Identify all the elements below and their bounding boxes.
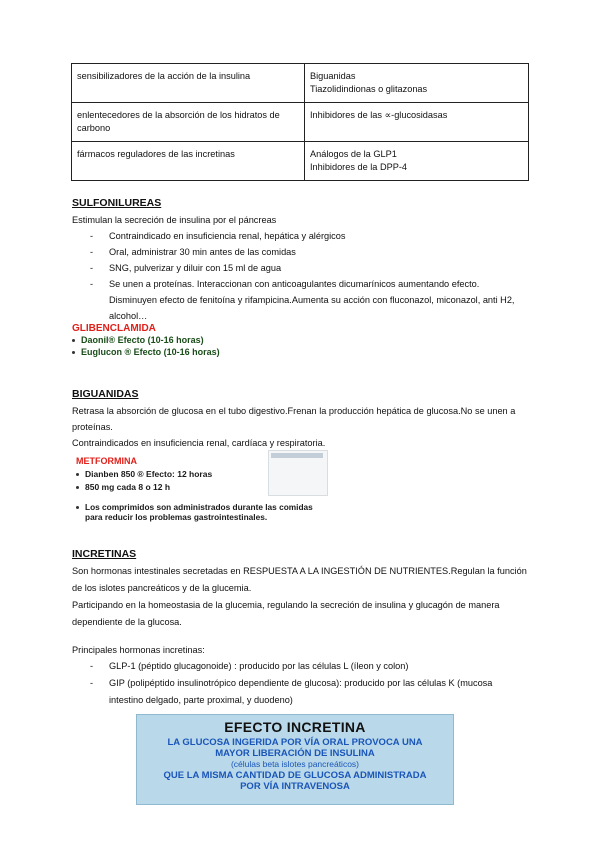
box-line: POR VÍA INTRAVENOSA: [240, 781, 350, 792]
drug-item: Dianben 850 ® Efecto: 12 horas: [76, 469, 336, 479]
incretinas-heading: INCRETINAS: [72, 548, 137, 560]
drug-classification-table: [71, 63, 529, 181]
bullet-dot-icon: [76, 506, 79, 509]
bullet-dash: -: [90, 231, 94, 241]
medicine-package-image: [268, 450, 328, 496]
biguanidas-contraindications: Contraindicados en insuficiencia renal, cardíaca y respiratoria.: [72, 438, 326, 448]
sulfonilureas-intro: Estimulan la secreción de insulina por el páncreas: [72, 215, 277, 225]
box-line: QUE LA MISMA CANTIDAD DE GLUCOSA ADMINISTRADA: [163, 770, 427, 781]
glibenclamida-image: [72, 323, 232, 363]
incretinas-hormones-title: Principales hormonas incretinas:: [72, 645, 205, 655]
cell-line: Biguanidas: [310, 71, 356, 81]
table-row: [72, 103, 529, 142]
table-row: [72, 142, 529, 181]
box-title: EFECTO INCRETINA: [224, 719, 366, 735]
bullet-dot-icon: [76, 486, 79, 489]
bullet-dot-icon: [72, 351, 75, 354]
table-cell: [305, 64, 529, 103]
cell-line: Análogos de la GLP1: [310, 149, 397, 159]
package-stripe: [271, 453, 323, 458]
list-item: GIP (polipéptido insulinotrópico dependiente de glucosa): producido por las células K (mucosa intestino delgado, parte proximal, y duodeno): [109, 678, 493, 705]
bullet-dot-icon: [76, 473, 79, 476]
box-line: LA GLUCOSA INGERIDA POR VÍA ORAL PROVOCA UNA: [167, 737, 423, 748]
cell-line: Inhibidores de la DPP-4: [310, 162, 408, 172]
bullet-dot-icon: [72, 339, 75, 342]
bullet-dash: -: [90, 279, 94, 289]
bullet-dash: -: [90, 247, 94, 257]
list-item: SNG, pulverizar y diluir con 15 ml de agua: [109, 263, 282, 273]
bullet-dash: -: [90, 661, 94, 671]
list-item: Contraindicado en insuficiencia renal, hepática y alérgicos: [109, 231, 346, 241]
drug-item: 850 mg cada 8 o 12 h: [76, 482, 336, 492]
biguanidas-heading: BIGUANIDAS: [72, 388, 139, 400]
drug-title: METFORMINA: [76, 456, 137, 466]
cell-line: Tiazolidindionas o glitazonas: [310, 84, 428, 94]
sulfonilureas-heading: SULFONILUREAS: [72, 197, 162, 209]
list-item: Se unen a proteínas. Interaccionan con anticoagulantes dicumarínicos aumentando efecto. Disminuyen efecto de fenitoína y rifampicina.Aumenta su acción con fluconazol, miconazol, anti H2, alcohol…: [109, 279, 515, 321]
cell-line: Inhibidores de las ∝-glucosidasas: [310, 110, 448, 120]
box-line: (células beta islotes pancreáticos): [230, 759, 360, 769]
table-cell: enlentecedores de la absorción de los hidratos de carbono: [72, 103, 305, 142]
bullet-dash: -: [90, 678, 94, 688]
drug-item: Euglucon ® Efecto (10-16 horas): [72, 347, 232, 357]
list-item: GLP-1 (péptido glucagonoide) : producido por las células L (íleon y colon): [109, 661, 409, 671]
table-cell: sensibilizadores de la acción de la insulina: [72, 64, 305, 103]
efecto-incretina-box: [136, 714, 454, 805]
box-line: MAYOR LIBERACIÓN DE INSULINA: [215, 748, 375, 759]
bullet-dash: -: [90, 263, 94, 273]
table-row: [72, 64, 529, 103]
table-cell: [305, 142, 529, 181]
table-cell: [305, 103, 529, 142]
drug-title: GLIBENCLAMIDA: [72, 323, 156, 334]
incretinas-homeostasis: Participando en la homeostasia de la glucemia, regulando la secreción de insulina y glucagón de manera dependiente de la glucosa.: [72, 600, 500, 627]
list-item: Oral, administrar 30 min antes de las comidas: [109, 247, 296, 257]
incretinas-text: Son hormonas intestinales secretadas en RESPUESTA A LA INGESTIÓN DE NUTRIENTES.Regulan la función de los islotes pancreáticos y de la glucemia.: [72, 566, 527, 593]
drug-item: Daonil® Efecto (10-16 horas): [72, 335, 232, 345]
table-cell: fármacos reguladores de las incretinas: [72, 142, 305, 181]
drug-note: Los comprimidos son administrados durante las comidas para reducir los problemas gastrointestinales.: [76, 502, 330, 522]
biguanidas-text: Retrasa la absorción de glucosa en el tubo digestivo.Frenan la producción hepática de glucosa.No se unen a proteínas.: [72, 406, 516, 432]
